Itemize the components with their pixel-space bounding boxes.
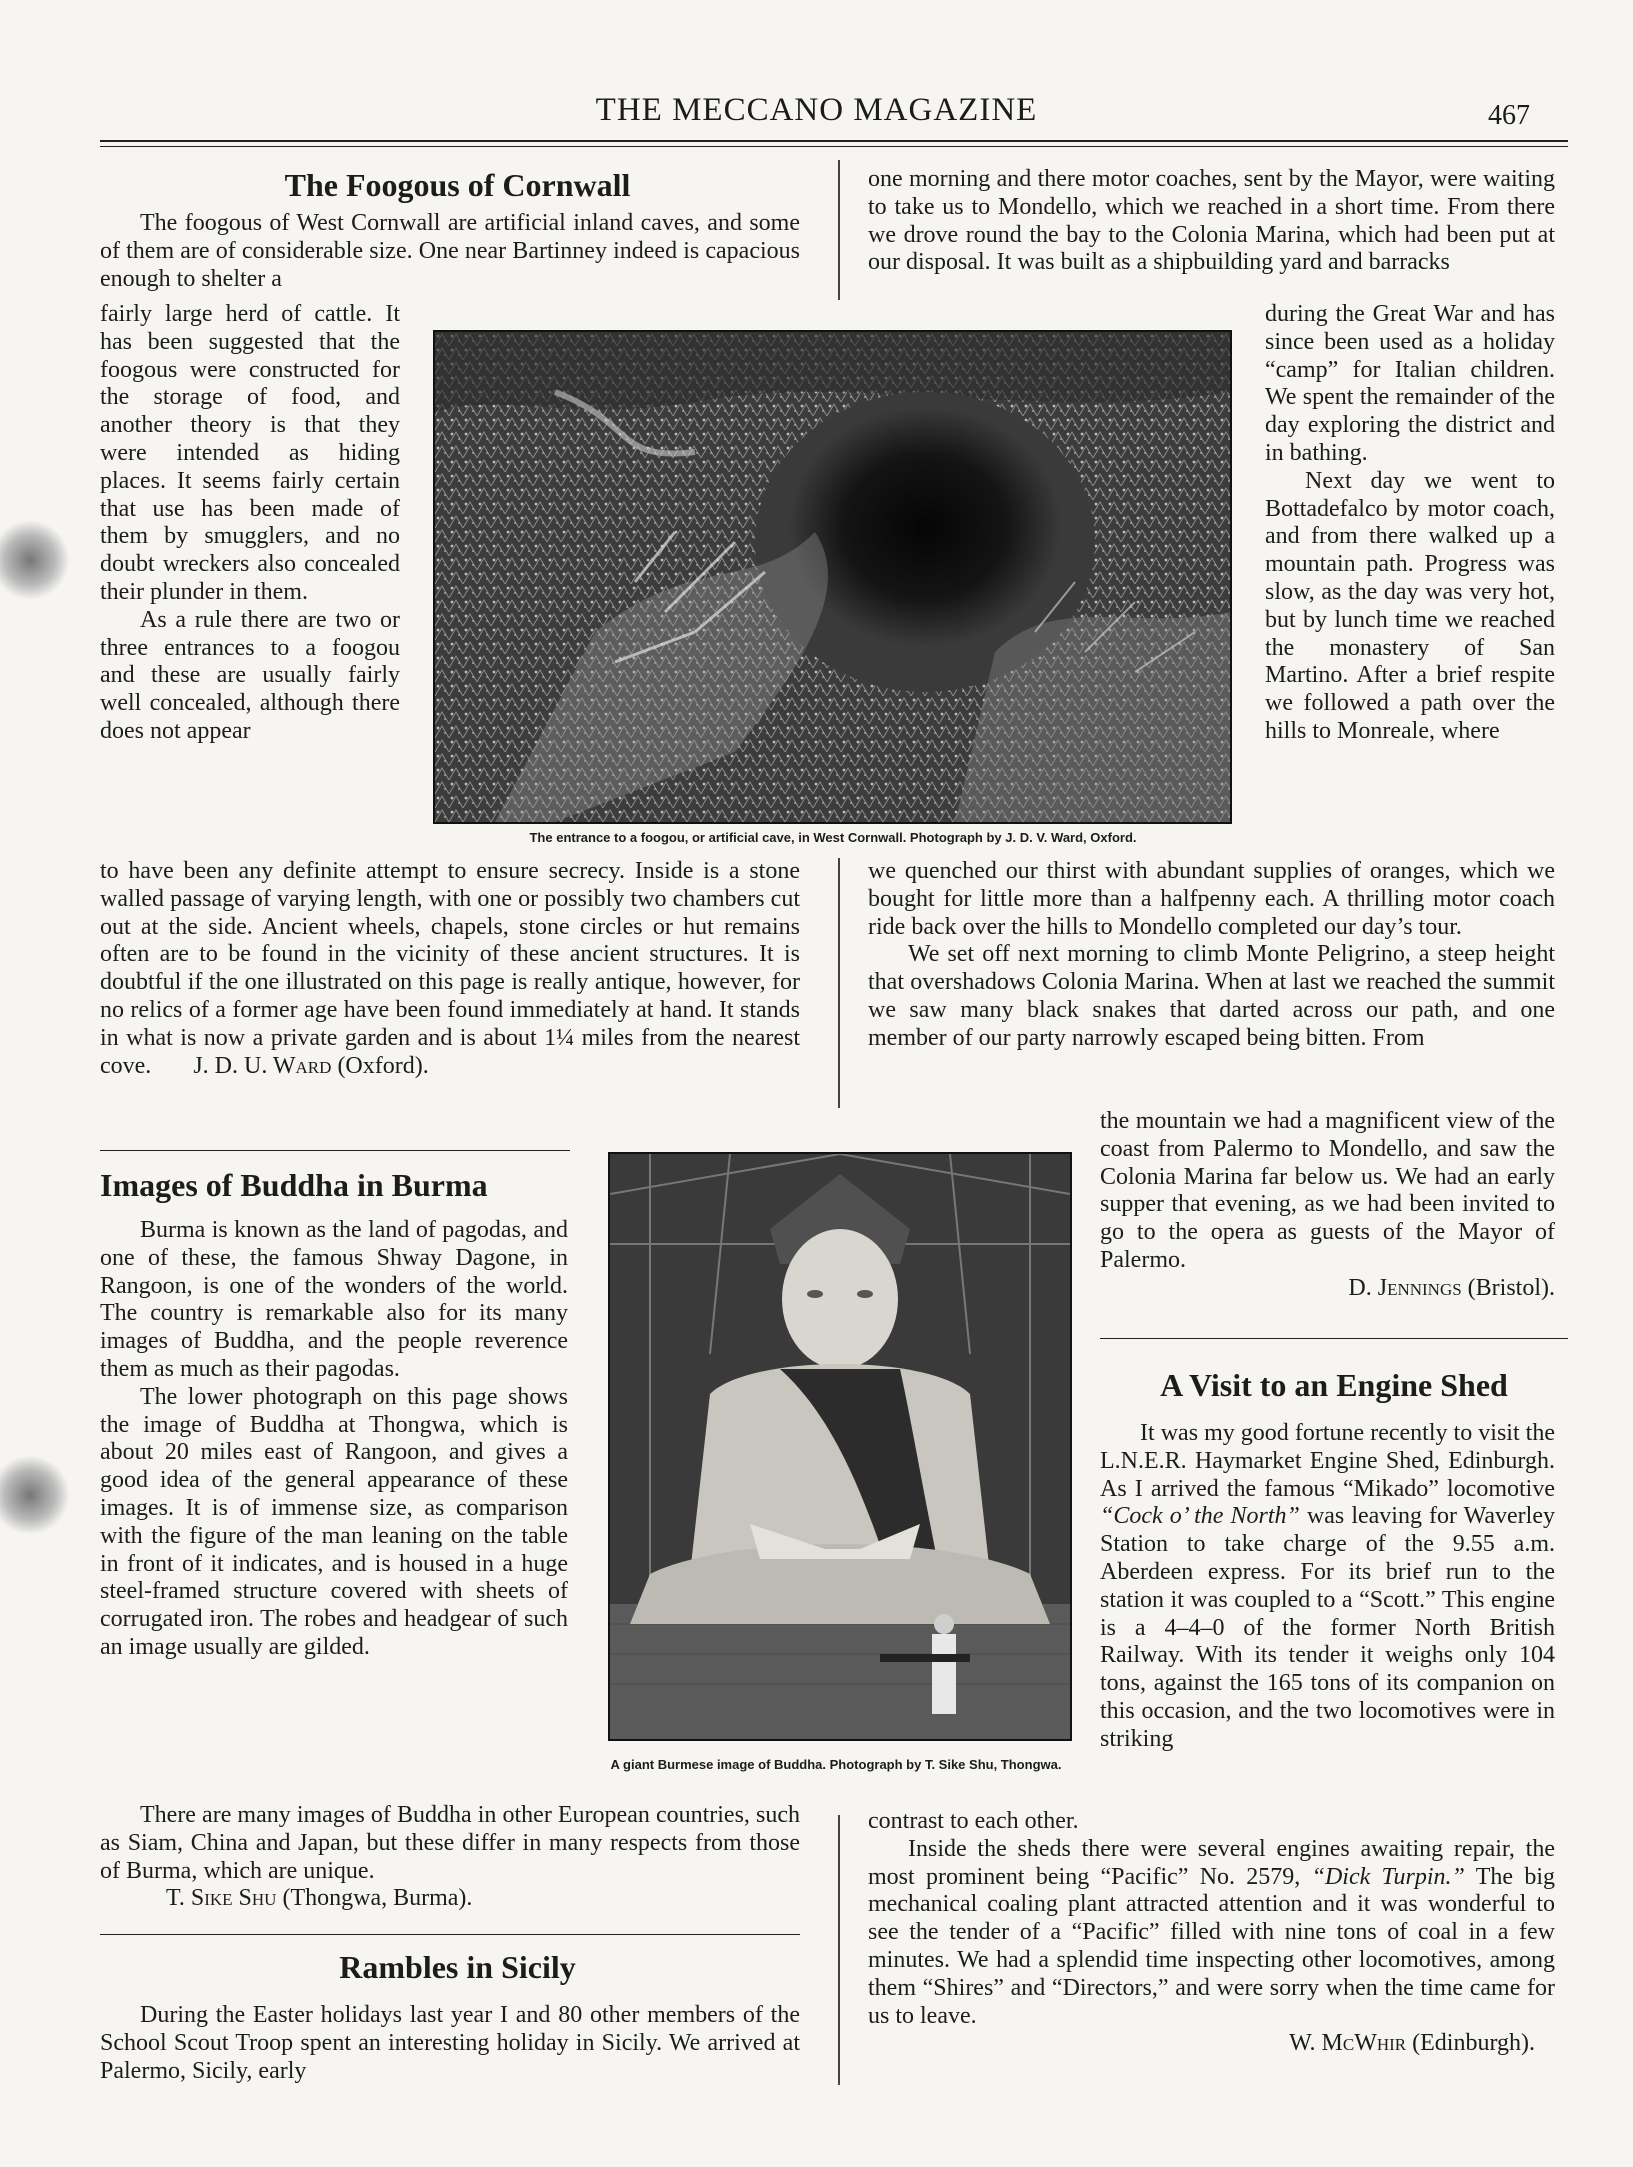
column-rule-middle (838, 858, 840, 1108)
engine-paragraph-2-part-b: The big mechanical coaling plant attracted attention and it was wonderful to see the tender of a “Pacific” filled with nine tons of coal in a few minutes. We had a splendid time inspecting other locomotives, among them “Shires” and “Directors,” and were sorry when the time came for us to leave. (868, 1863, 1556, 2029)
foogous-paragraph-1-full: The foogous of West Cornwall are artificial inland caves, and some of them are of considerable size. One near Bartinney indeed is capacious enough to shelter a (100, 210, 800, 292)
sicily-narrow-text (1265, 301, 1555, 746)
foogous-paragraph-2-cont: to have been any definite attempt to ensure secrecy. Inside is a stone walled passage of varying length, with one or possibly two chambers cut out at the side. Ancient wheels, chapels, stone circles or hut remains often are to be found in the vicinity of these ancient structures. It is doubtful if the one illustrated on this page is really antique, however, for no relics of a former age have been found immediately at hand. It stands in what is now a private garden and is about 1¼ miles from the nearest cove. (100, 858, 800, 1079)
section-rule-sicily (1100, 1338, 1568, 1339)
engine-paragraph-2-part-a: Inside the sheds there were several engines awaiting repair, the most prominent being “Pacific” No. 2579, (868, 1835, 1555, 1890)
section-rule-buddha (100, 1934, 800, 1935)
foogous-paragraph-2-full (100, 858, 800, 1080)
sicily-author: D. Jennings (1348, 1274, 1462, 1301)
section-rule-foogous (100, 1150, 570, 1151)
sicily-paragraph-1-cont: during the Great War and has since been used as a holiday “camp” for Italian children. We spent the remainder of the day exploring the district and in bathing. (1265, 301, 1555, 466)
engine-locomotive-name-2: “Dick Turpin.” (1311, 1863, 1465, 1890)
buddha-heading: Images of Buddha in Burma (100, 1167, 488, 1203)
engine-author: W. McWhir (1289, 2030, 1407, 2057)
buddha-statue-illustration (610, 1154, 1070, 1739)
sicily-lower-narrow-text (1100, 1108, 1555, 1303)
sicily-paragraph-3-start: We set off next morning to climb Monte Peligrino, a steep height that overshadows Colonia Marina. When at last we reached the summit we saw many black snakes that darted across our path, and one member of our party narrowly escaped being bitten. From (868, 941, 1555, 1051)
foogous-author-place: (Oxford). (337, 1052, 429, 1079)
sicily-author-place: (Bristol). (1467, 1274, 1555, 1301)
engine-paragraph-2 (868, 1836, 1555, 2031)
foogou-photo-caption: The entrance to a foogou, or artificial cave, in West Cornwall. Photograph by J. D. V. Ward, Oxford. (529, 830, 1137, 845)
buddha-paragraph-1: Burma is known as the land of pagodas, and one of these, the famous Shway Dagone, in Rangoon, is one of the wonders of the world. The country is remarkable also for its many images of Buddha, and the people reverence them as much as their pagodas. (100, 1217, 568, 1382)
foogous-heading: The Foogous of Cornwall (284, 167, 631, 203)
column-rule-upper (838, 160, 840, 300)
buddha-full-text (100, 1802, 800, 1913)
buddha-paragraph-2: The lower photograph on this page shows the image of Buddha at Thongwa, which is about 20 miles east of Rangoon, and gives a good idea of the general appearance of these images. It is of immense size, as comparison with the figure of the man leaning on the table in front of it indicates, and is housed in a huge steel-framed structure covered with sheets of corrugated iron. The robes and headgear of such an image usually are gilded. (100, 1383, 568, 1660)
buddha-author: T. Sike Shu (166, 1885, 277, 1912)
buddha-photo (608, 1152, 1072, 1741)
sicily-heading: Rambles in Sicily (339, 1949, 576, 1985)
column-rule-lower (838, 1815, 840, 2085)
buddha-photo-caption: A giant Burmese image of Buddha. Photograph by T. Sike Shu, Thongwa. (610, 1757, 1062, 1772)
sicily-paragraph-2-start: Next day we went to Bottadefalco by motor coach, and from there walked up a mountain path. Progress was slow, as the day was very hot, but by lunch time we reached the monastery of San Martino. After a brief respite we followed a path over the hills to Monreale, where (1265, 467, 1555, 744)
buddha-paragraph-3: There are many images of Buddha in other European countries, such as Siam, China and Japan, but these differ in many respects from those of Burma, which are unique. (100, 1802, 800, 1884)
header-rule-bottom (100, 146, 1568, 147)
engine-paragraph-1 (1100, 1420, 1555, 1754)
foogous-paragraph-1-narrow (100, 301, 400, 746)
foogous-author: J. D. U. Ward (193, 1052, 332, 1079)
sicily-full-text (868, 858, 1555, 1053)
engine-author-place: (Edinburgh). (1412, 2030, 1535, 2057)
engine-heading: A Visit to an Engine Shed (1160, 1367, 1508, 1403)
foogous-paragraph-1-cont: fairly large herd of cattle. It has been suggested that the foogous were constructed for the storage of food, and another theory is that they were intended as hiding places. It seems fairly certain that use has been made of them by smugglers, and no doubt wreckers also concealed their plunder in them. (100, 301, 400, 605)
magazine-title: THE MECCANO MAGAZINE (595, 92, 1038, 128)
sicily-paragraph-2-cont: we quenched our thirst with abundant supplies of oranges, which we bought for little more than a halfpenny each. A thrilling motor coach ride back over the hills to Mondello completed our day’s tour. (868, 858, 1555, 940)
buddha-author-place: (Thongwa, Burma). (282, 1885, 473, 1912)
buddha-narrow-text (100, 1217, 568, 1662)
engine-full-text (868, 1808, 1555, 2058)
binding-hole-mark-1 (0, 520, 70, 600)
engine-paragraph-1-cont: contrast to each other. (868, 1808, 1079, 1834)
engine-locomotive-name-1: “Cock o’ the North” (1100, 1503, 1300, 1530)
engine-paragraph-1-part-a: It was my good fortune recently to visit the L.N.E.R. Haymarket Engine Shed, Edinburgh. As I arrived the famous “Mikado” locomotive (1100, 1420, 1555, 1502)
foogou-cave-illustration (435, 332, 1230, 822)
engine-paragraph-1-part-b: was leaving for Waverley Station to take charge of the 9.55 a.m. Aberdeen express. For its brief run to the station it was coupled to a “Scott.” This engine is a 4–4–0 of the former North British Railway. With its tender it weighs only 104 tons, against the 165 tons of its companion on this occasion, and the two locomotives were in striking (1100, 1503, 1555, 1752)
page-number: 467 (1488, 100, 1530, 131)
foogou-photo (433, 330, 1232, 824)
foogous-paragraph-2-start: As a rule there are two or three entrances to a foogou and these are usually fairly well concealed, although there does not appear (100, 606, 400, 744)
binding-hole-mark-2 (0, 1455, 70, 1535)
header-rule-top (100, 140, 1568, 142)
sicily-paragraph-3-cont: the mountain we had a magnificent view of the coast from Palermo to Mondello, and saw the Colonia Marina far below us. We had an early supper that evening, as we had been invited to go to the opera as guests of the Mayor of Palermo. (1100, 1108, 1555, 1273)
sicily-paragraph-1-left: During the Easter holidays last year I and 80 other members of the School Scout Troop spent an interesting holiday in Sicily. We arrived at Palermo, Sicily, early (100, 2002, 800, 2084)
sicily-paragraph-1-right-full: one morning and there motor coaches, sent by the Mayor, were waiting to take us to Mondello, which we reached in a short time. From there we drove round the bay to the Colonia Marina, which had been put at our disposal. It was built as a shipbuilding yard and barracks (868, 166, 1555, 276)
